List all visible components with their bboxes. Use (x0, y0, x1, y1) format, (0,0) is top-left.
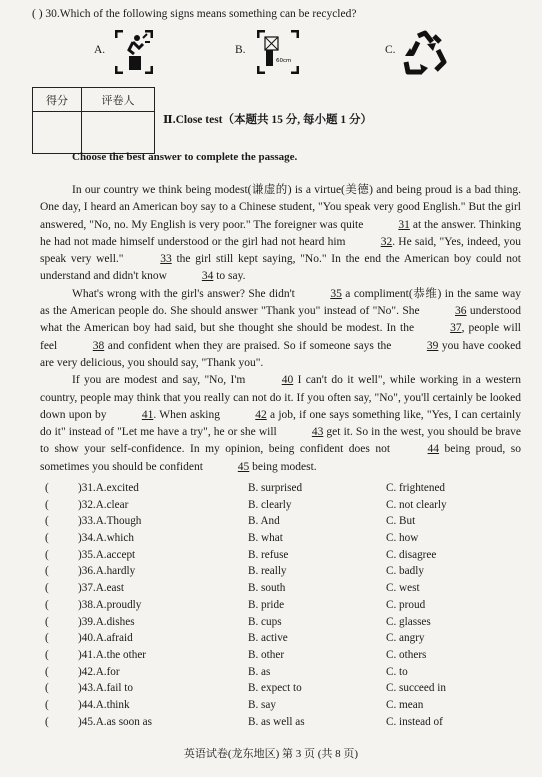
answer-bracket[interactable]: ( (45, 515, 49, 528)
option-c: C. west (386, 582, 420, 595)
blank-31[interactable]: 31 (398, 218, 410, 231)
option-a: )34.A.which (78, 532, 134, 545)
score-cell[interactable] (33, 112, 82, 154)
answer-bracket[interactable]: ( (45, 548, 49, 561)
blank-41[interactable]: 41 (141, 408, 154, 421)
blank-44[interactable]: 44 (427, 443, 440, 456)
blank-43[interactable]: 43 (311, 426, 324, 439)
option-c: C. instead of (386, 715, 443, 728)
blank-45[interactable]: 45 (237, 460, 250, 473)
blank-39[interactable]: 39 (426, 339, 439, 352)
passage-paragraph-1 (40, 182, 521, 286)
option-c: C. disagree (386, 548, 437, 561)
passage-text: I can't do it well", while working in a western country, people may think that you really can not do it. If you often say, "No", you'll certainly be looked down upon by (40, 374, 521, 421)
option-row (45, 614, 515, 631)
passage-text: being proud, so sometimes you should be confident (40, 443, 521, 473)
blank-34[interactable]: 34 (201, 270, 214, 283)
passage-text: understood what the American boy had said, but she thought she should be modest. In the (40, 305, 521, 335)
answer-bracket[interactable]: ( (45, 715, 49, 728)
option-row (45, 563, 515, 580)
no-littering-sign-icon (115, 30, 153, 70)
option-row (45, 597, 515, 614)
option-c: C. glasses (386, 615, 431, 628)
option-row (45, 497, 515, 514)
recycle-icon (400, 30, 450, 70)
passage-text: . When asking (153, 408, 224, 421)
option-a: )39.A.dishes (78, 615, 135, 628)
option-a: )44.A.think (78, 698, 130, 711)
blank-38[interactable]: 38 (92, 339, 105, 352)
blank-33[interactable]: 33 (160, 253, 172, 266)
passage-text: and confident when they are praised. So if someone says the (104, 339, 395, 352)
option-b-label: B. (235, 44, 246, 56)
score-header: 得分 (33, 88, 82, 112)
passage-text: at the answer. Thinking he had not made himself understood or the girl had not heard him (40, 218, 521, 248)
option-c: C. badly (386, 565, 424, 578)
blank-36[interactable]: 36 (455, 305, 467, 318)
option-row (45, 697, 515, 714)
option-c: C. how (386, 532, 419, 545)
option-row (45, 530, 515, 547)
passage-text: you have cooked are very delicious, you should say, "Thank you". (40, 339, 522, 369)
passage-text: get it. So in the west, you should be brave to show your self-confidence. In my opinion, being confident does not (40, 426, 521, 456)
option-c: C. frightened (386, 482, 446, 494)
option-b: B. say (248, 698, 276, 711)
passage-paragraph-2 (40, 286, 521, 372)
answer-bracket[interactable]: ( (45, 532, 49, 545)
option-a: )35.A.accept (78, 548, 136, 561)
passage-text: If you are modest and say, "No, I'm (72, 374, 250, 387)
option-c: C. But (386, 515, 416, 528)
option-b: B. really (248, 565, 287, 578)
option-a: )38.A.proudly (78, 598, 142, 611)
answer-bracket[interactable]: ( (45, 648, 49, 661)
option-row (45, 513, 515, 530)
option-b: B. as well as (248, 715, 305, 728)
option-b: B. refuse (248, 548, 289, 561)
grader-cell[interactable] (82, 112, 155, 154)
option-row (45, 714, 515, 731)
option-c: C. mean (386, 698, 424, 711)
option-row (45, 680, 515, 697)
passage-text: . He said, "Yes, indeed, you speak very well." (40, 235, 522, 266)
passage-text: What's wrong with the girl's answer? She didn't (72, 287, 299, 300)
option-row (45, 480, 515, 497)
answer-bracket[interactable]: ( (45, 682, 49, 695)
answer-bracket[interactable]: ( (45, 615, 49, 628)
option-a: )41.A.the other (78, 648, 147, 661)
option-b: B. surprised (248, 482, 303, 494)
option-a: )31.A.excited (78, 482, 139, 494)
option-b: B. clearly (248, 498, 292, 511)
option-b: B. active (248, 632, 288, 645)
sign-b-text: 60cm (276, 58, 292, 64)
option-row (45, 647, 515, 664)
passage-text: being modest. (249, 460, 317, 473)
option-b: B. what (248, 532, 283, 545)
option-b: B. south (248, 582, 286, 595)
option-row (45, 580, 515, 597)
score-table (32, 87, 155, 154)
grader-header: 评卷人 (82, 88, 155, 112)
blank-40[interactable]: 40 (281, 374, 294, 387)
passage-text: a compliment(恭维) in the same way as the American people do. She should answer "Thank you" instead of "No". She (40, 287, 522, 318)
blank-32[interactable]: 32 (380, 235, 393, 248)
blank-35[interactable]: 35 (330, 287, 342, 300)
page-footer: 英语试卷(龙东地区) 第 3 页 (共 8 页) (183, 748, 359, 760)
option-c: C. succeed in (386, 682, 446, 695)
option-c: C. angry (386, 632, 425, 645)
option-row (45, 547, 515, 564)
answer-bracket[interactable]: ( (45, 565, 49, 578)
option-a: )43.A.fail to (78, 682, 133, 695)
option-a: )40.A.afraid (78, 632, 133, 645)
blank-42[interactable]: 42 (255, 408, 267, 421)
option-a: )42.A.for (78, 665, 120, 678)
passage-text: , people will feel (40, 322, 521, 352)
blank-37[interactable]: 37 (450, 322, 462, 335)
passage-text: to say. (213, 270, 246, 283)
passage-text: a job, if one says something like, "Yes, I can certainly do it" instead of "Let me have a try", he or she will (40, 408, 522, 439)
answer-bracket[interactable]: ( (45, 598, 49, 611)
passage (40, 182, 521, 476)
option-c-label: C. (385, 44, 396, 56)
section-title: Ⅱ.Close test（本题共 15 分, 每小题 1 分） (163, 114, 373, 126)
option-b: B. And (248, 515, 280, 528)
question-30: ( ) 30.Which of the following signs means something can be recycled? (32, 8, 357, 20)
option-a: )37.A.east (78, 582, 124, 595)
passage-text: In our country we think being modest(谦虚的) is a virtue(美德) and being proud is a bad thing. One day, I heard an American boy say to a Chinese student, "You speak very good English." But the girl answered, "No, no. My English is very poor." The foreigner was quite (40, 184, 521, 231)
option-a-label: A. (94, 44, 106, 56)
answer-bracket[interactable]: ( (45, 665, 49, 678)
option-b: B. other (248, 648, 285, 661)
option-b: B. as (248, 665, 271, 678)
passage-paragraph-3 (40, 372, 521, 476)
answer-bracket[interactable]: ( (45, 632, 49, 645)
option-c: C. to (386, 665, 408, 678)
option-b: B. expect to (248, 682, 302, 695)
option-row (45, 664, 515, 681)
instruction: Choose the best answer to complete the passage. (72, 151, 298, 163)
option-b: B. cups (248, 615, 282, 628)
option-row (45, 630, 515, 647)
options-list (45, 480, 515, 730)
answer-bracket[interactable]: ( (45, 482, 49, 494)
option-c: C. others (386, 648, 427, 661)
answer-bracket[interactable]: ( (45, 498, 49, 511)
option-c: C. proud (386, 598, 426, 611)
answer-bracket[interactable]: ( (45, 582, 49, 595)
answer-bracket[interactable]: ( (45, 698, 49, 711)
passage-text: the girl still kept saying, "No." In the end the American boy could not understand and didn't know (40, 253, 521, 283)
option-a: )45.A.as soon as (78, 715, 152, 728)
option-b: B. pride (248, 598, 285, 611)
option-c: C. not clearly (386, 498, 447, 511)
option-a: )36.A.hardly (78, 565, 136, 578)
sign-b-icon (257, 30, 295, 70)
option-a: )32.A.clear (78, 498, 129, 511)
option-a: )33.A.Though (78, 515, 142, 528)
